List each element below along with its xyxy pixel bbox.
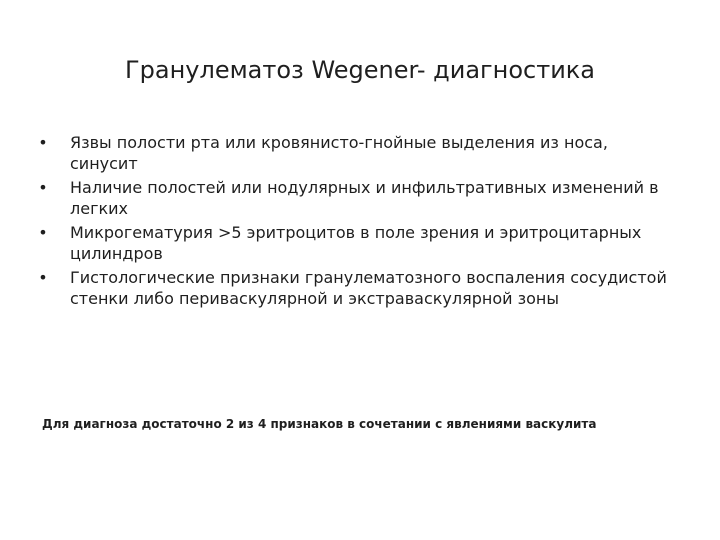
bullet-item	[36, 222, 676, 264]
bullet-item	[36, 267, 676, 309]
bullet-item	[36, 132, 676, 174]
diagnosis-note: Для диагноза достаточно 2 из 4 признаков в сочетании с явлениями васкулита	[42, 417, 597, 431]
bullet-marker: •	[38, 178, 48, 197]
bullet-text: Язвы полости рта или кровянисто-гнойные выделения из носа, синусит	[70, 133, 608, 173]
bullet-item	[36, 177, 676, 219]
bullet-text: Наличие полостей или нодулярных и инфильтративных изменений в легких	[70, 178, 659, 218]
bullet-list	[36, 132, 676, 312]
slide-title: Гранулематоз Wegener- диагностика	[125, 56, 595, 84]
bullet-marker: •	[38, 223, 48, 242]
bullet-marker: •	[38, 133, 48, 152]
bullet-marker: •	[38, 268, 48, 287]
bullet-text: Гистологические признаки гранулематозного воспаления сосудистой стенки либо периваскулярной и экстраваскулярной зоны	[70, 268, 667, 308]
bullet-text: Микрогематурия >5 эритроцитов в поле зрения и эритроцитарных цилиндров	[70, 223, 642, 263]
